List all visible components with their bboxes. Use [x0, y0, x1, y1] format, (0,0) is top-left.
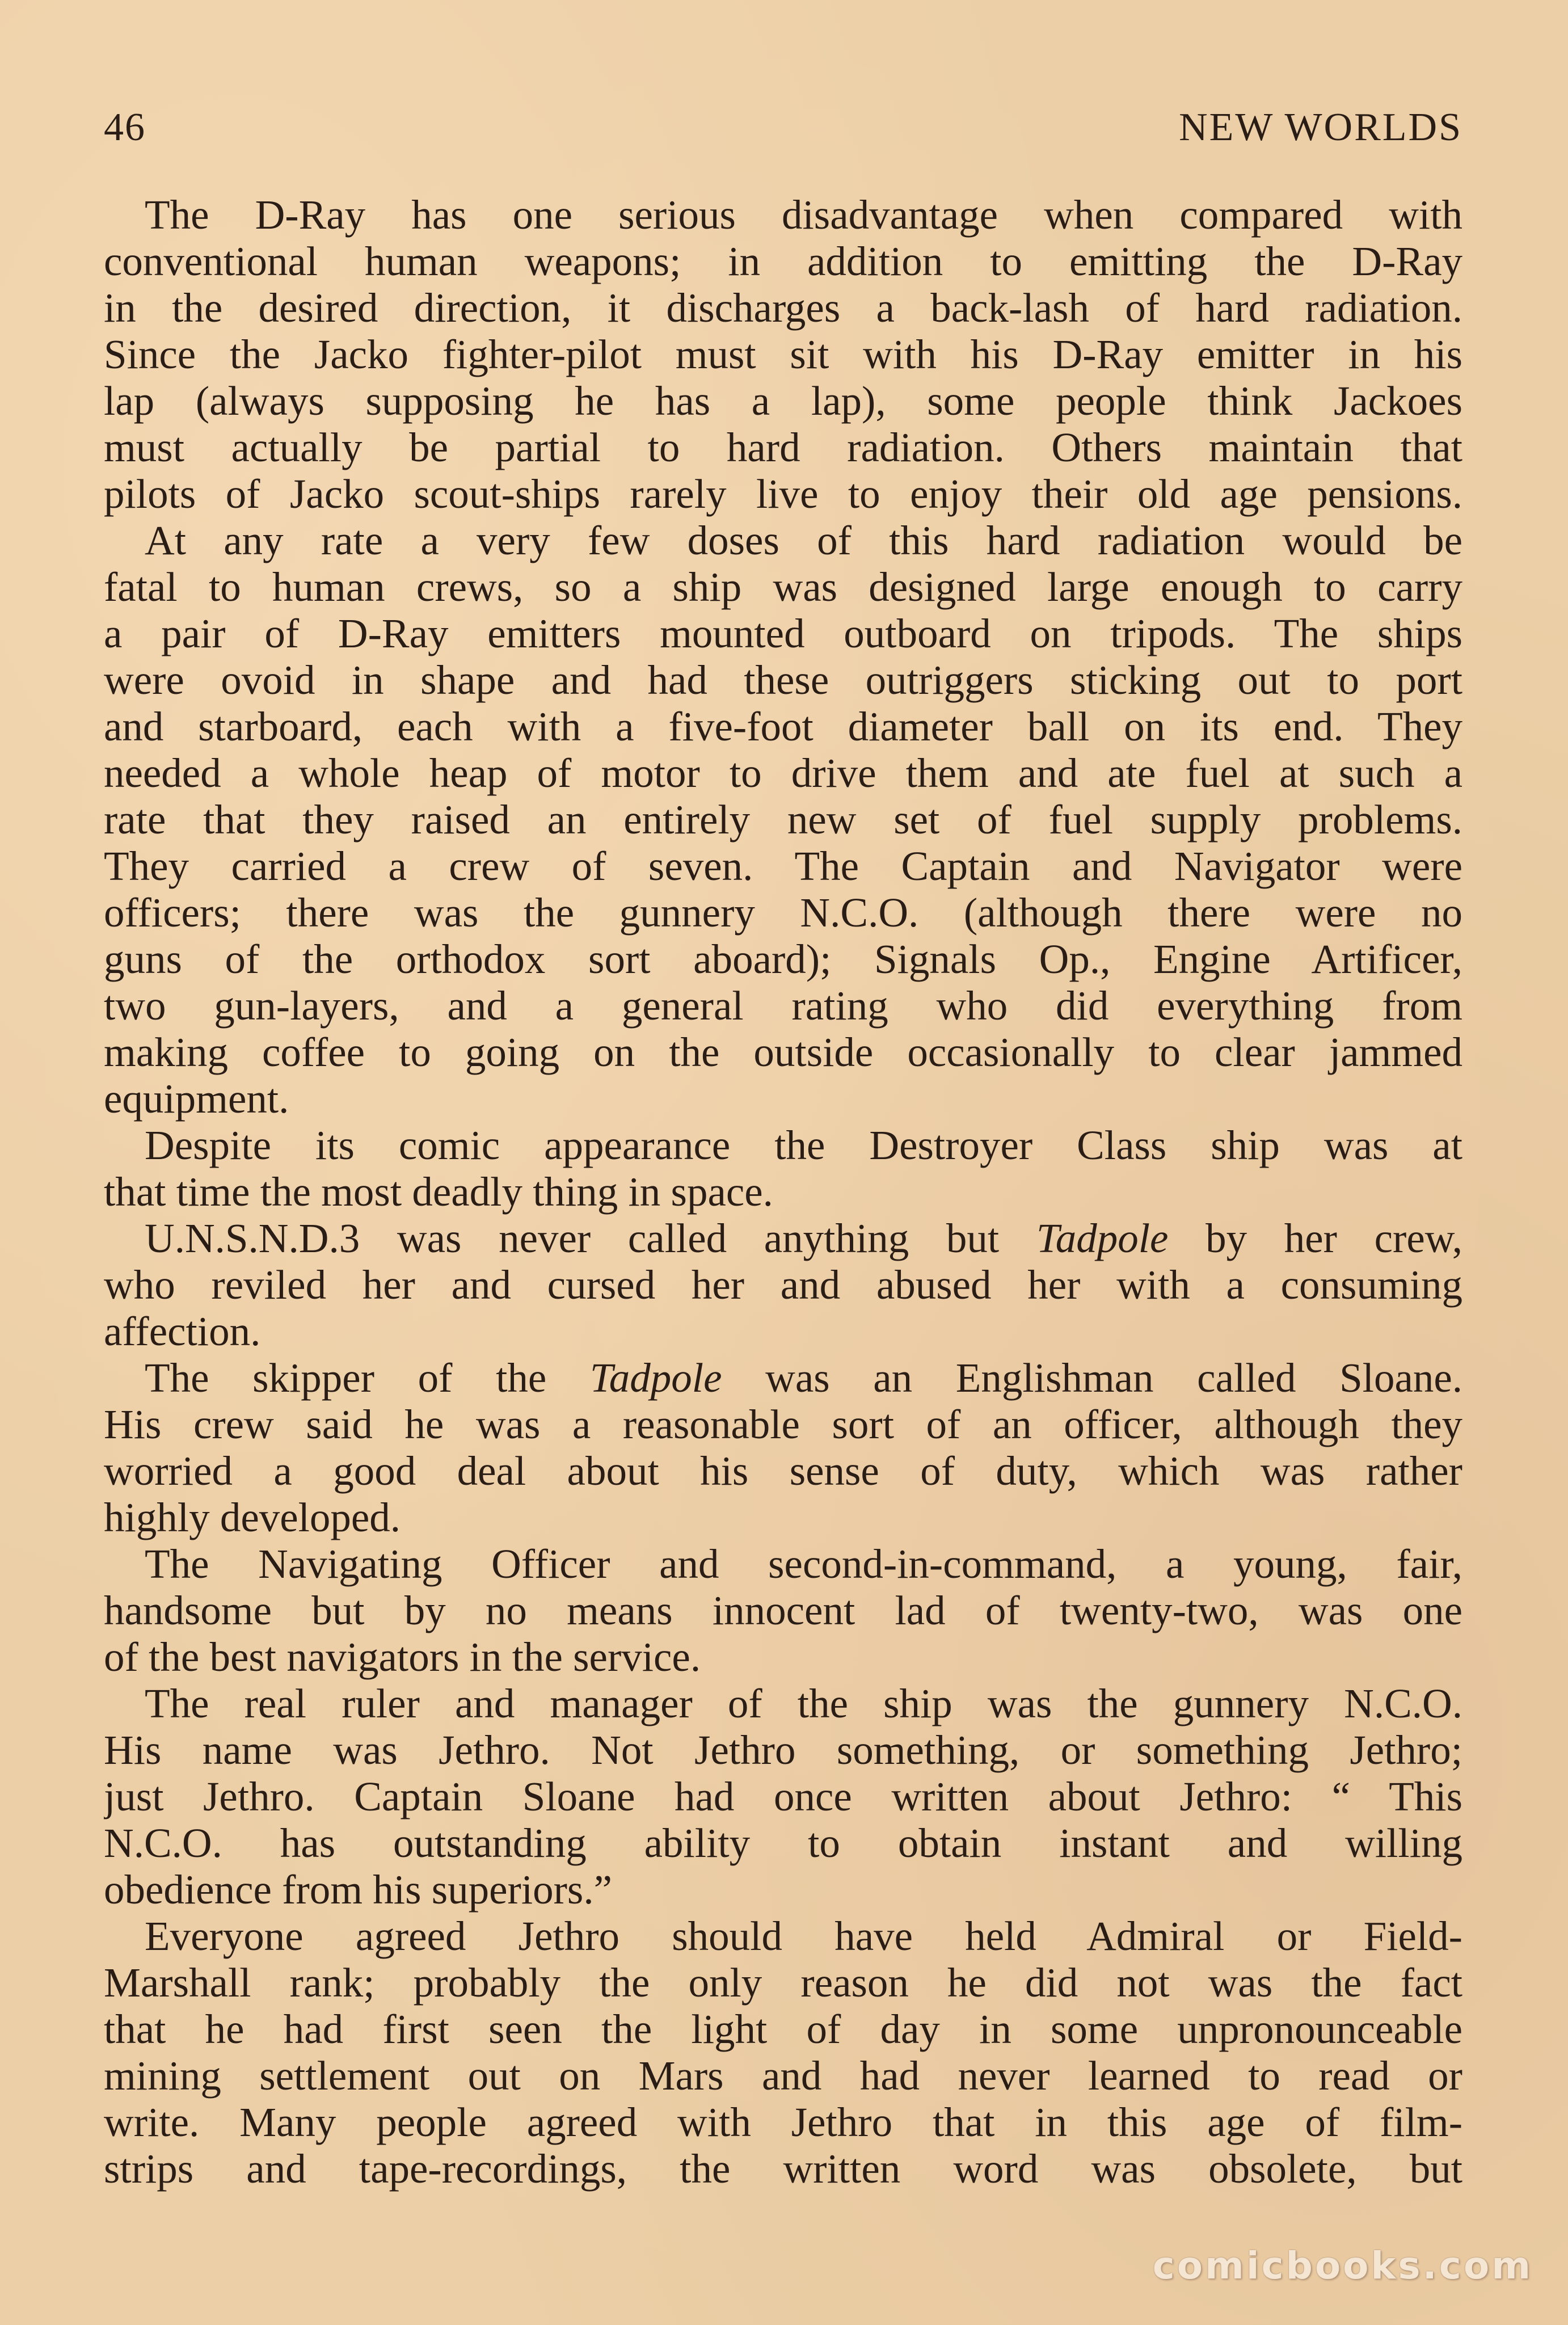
text-line: Marshall rank; probably the only reason he did not was the fact [104, 1960, 1462, 2006]
watermark: comicbooks.com [1152, 2244, 1533, 2288]
text-line: Everyone agreed Jethro should have held Admiral or Field- [145, 1913, 1462, 1959]
text-line: must actually be partial to hard radiation. Others maintain that [104, 424, 1462, 470]
text-segment: by her crew, [1168, 1215, 1462, 1261]
text-line: obedience from his superiors.” [104, 1867, 612, 1913]
text-line: were ovoid in shape and had these outriggers sticking out to port [104, 657, 1462, 703]
text-line: pilots of Jacko scout-ships rarely live to enjoy their old age pensions. [104, 471, 1462, 517]
text-segment: U.N.S.N.D.3 was never called anything but [145, 1215, 1036, 1261]
ship-name: Tadpole [589, 1355, 722, 1401]
text-line: lap (always supposing he has a lap), some people think Jackoes [104, 378, 1462, 424]
text-line: handsome but by no means innocent lad of twenty-two, was one [104, 1587, 1462, 1633]
text-line: of the best navigators in the service. [104, 1634, 701, 1680]
text-line: two gun-layers, and a general rating who did everything from [104, 983, 1462, 1029]
text-line: needed a whole heap of motor to drive them and ate fuel at such a [104, 750, 1462, 796]
text-line: guns of the orthodox sort aboard); Signals Op., Engine Artificer, [104, 936, 1462, 982]
text-segment: The skipper of the [145, 1355, 590, 1401]
text-line: The Navigating Officer and second-in-command, a young, fair, [145, 1541, 1462, 1587]
text-segment: was an Englishman called Sloane. [722, 1355, 1462, 1401]
text-line: His crew said he was a reasonable sort of an officer, although they [104, 1401, 1462, 1447]
text-line: that he had first seen the light of day in some unpronounceable [104, 2006, 1462, 2052]
text-line: affection. [104, 1308, 261, 1354]
ship-name: Tadpole [1036, 1215, 1169, 1261]
text-line: in the desired direction, it discharges a back-lash of hard radiation. [104, 285, 1462, 331]
text-line: The real ruler and manager of the ship was the gunnery N.C.O. [145, 1680, 1462, 1726]
text-line [104, 1215, 1462, 1262]
text-line: rate that they raised an entirely new set of fuel supply problems. [104, 797, 1462, 843]
text-line: worried a good deal about his sense of duty, which was rather [104, 1448, 1462, 1494]
text-line: just Jethro. Captain Sloane had once written about Jethro: “ This [104, 1774, 1462, 1819]
text-line: making coffee to going on the outside occasionally to clear jammed [104, 1029, 1462, 1075]
text-line [104, 1355, 1462, 1401]
text-line: Since the Jacko fighter-pilot must sit with his D-Ray emitter in his [104, 331, 1462, 377]
text-line: write. Many people agreed with Jethro that in this age of film- [104, 2099, 1462, 2145]
text-line: fatal to human crews, so a ship was designed large enough to carry [104, 564, 1462, 610]
text-line: strips and tape-recordings, the written word was obsolete, but [104, 2146, 1462, 2192]
text-line: mining settlement out on Mars and had never learned to read or [104, 2053, 1462, 2099]
text-line: highly developed. [104, 1494, 401, 1540]
text-line: and starboard, each with a five-foot diameter ball on its end. They [104, 704, 1462, 749]
body-text [104, 192, 1462, 2192]
text-line: The D-Ray has one serious disadvantage when compared with [145, 192, 1462, 238]
text-line: that time the most deadly thing in space. [104, 1169, 773, 1215]
text-line: a pair of D-Ray emitters mounted outboard on tripods. The ships [104, 610, 1462, 656]
page-number: 46 [104, 106, 146, 149]
journal-title: NEW WORLDS [1179, 106, 1462, 149]
text-line: They carried a crew of seven. The Captain and Navigator were [104, 843, 1462, 889]
text-line: who reviled her and cursed her and abused her with a consuming [104, 1262, 1462, 1308]
text-line: Despite its comic appearance the Destroyer Class ship was at [145, 1122, 1462, 1168]
text-line: officers; there was the gunnery N.C.O. (although there were no [104, 890, 1462, 936]
text-line: At any rate a very few doses of this hard radiation would be [145, 517, 1462, 563]
running-head [104, 96, 1462, 159]
text-line: equipment. [104, 1076, 289, 1122]
text-line: His name was Jethro. Not Jethro something, or something Jethro; [104, 1727, 1462, 1773]
text-line: N.C.O. has outstanding ability to obtain instant and willing [104, 1820, 1462, 1866]
text-line: conventional human weapons; in addition to emitting the D-Ray [104, 238, 1462, 284]
